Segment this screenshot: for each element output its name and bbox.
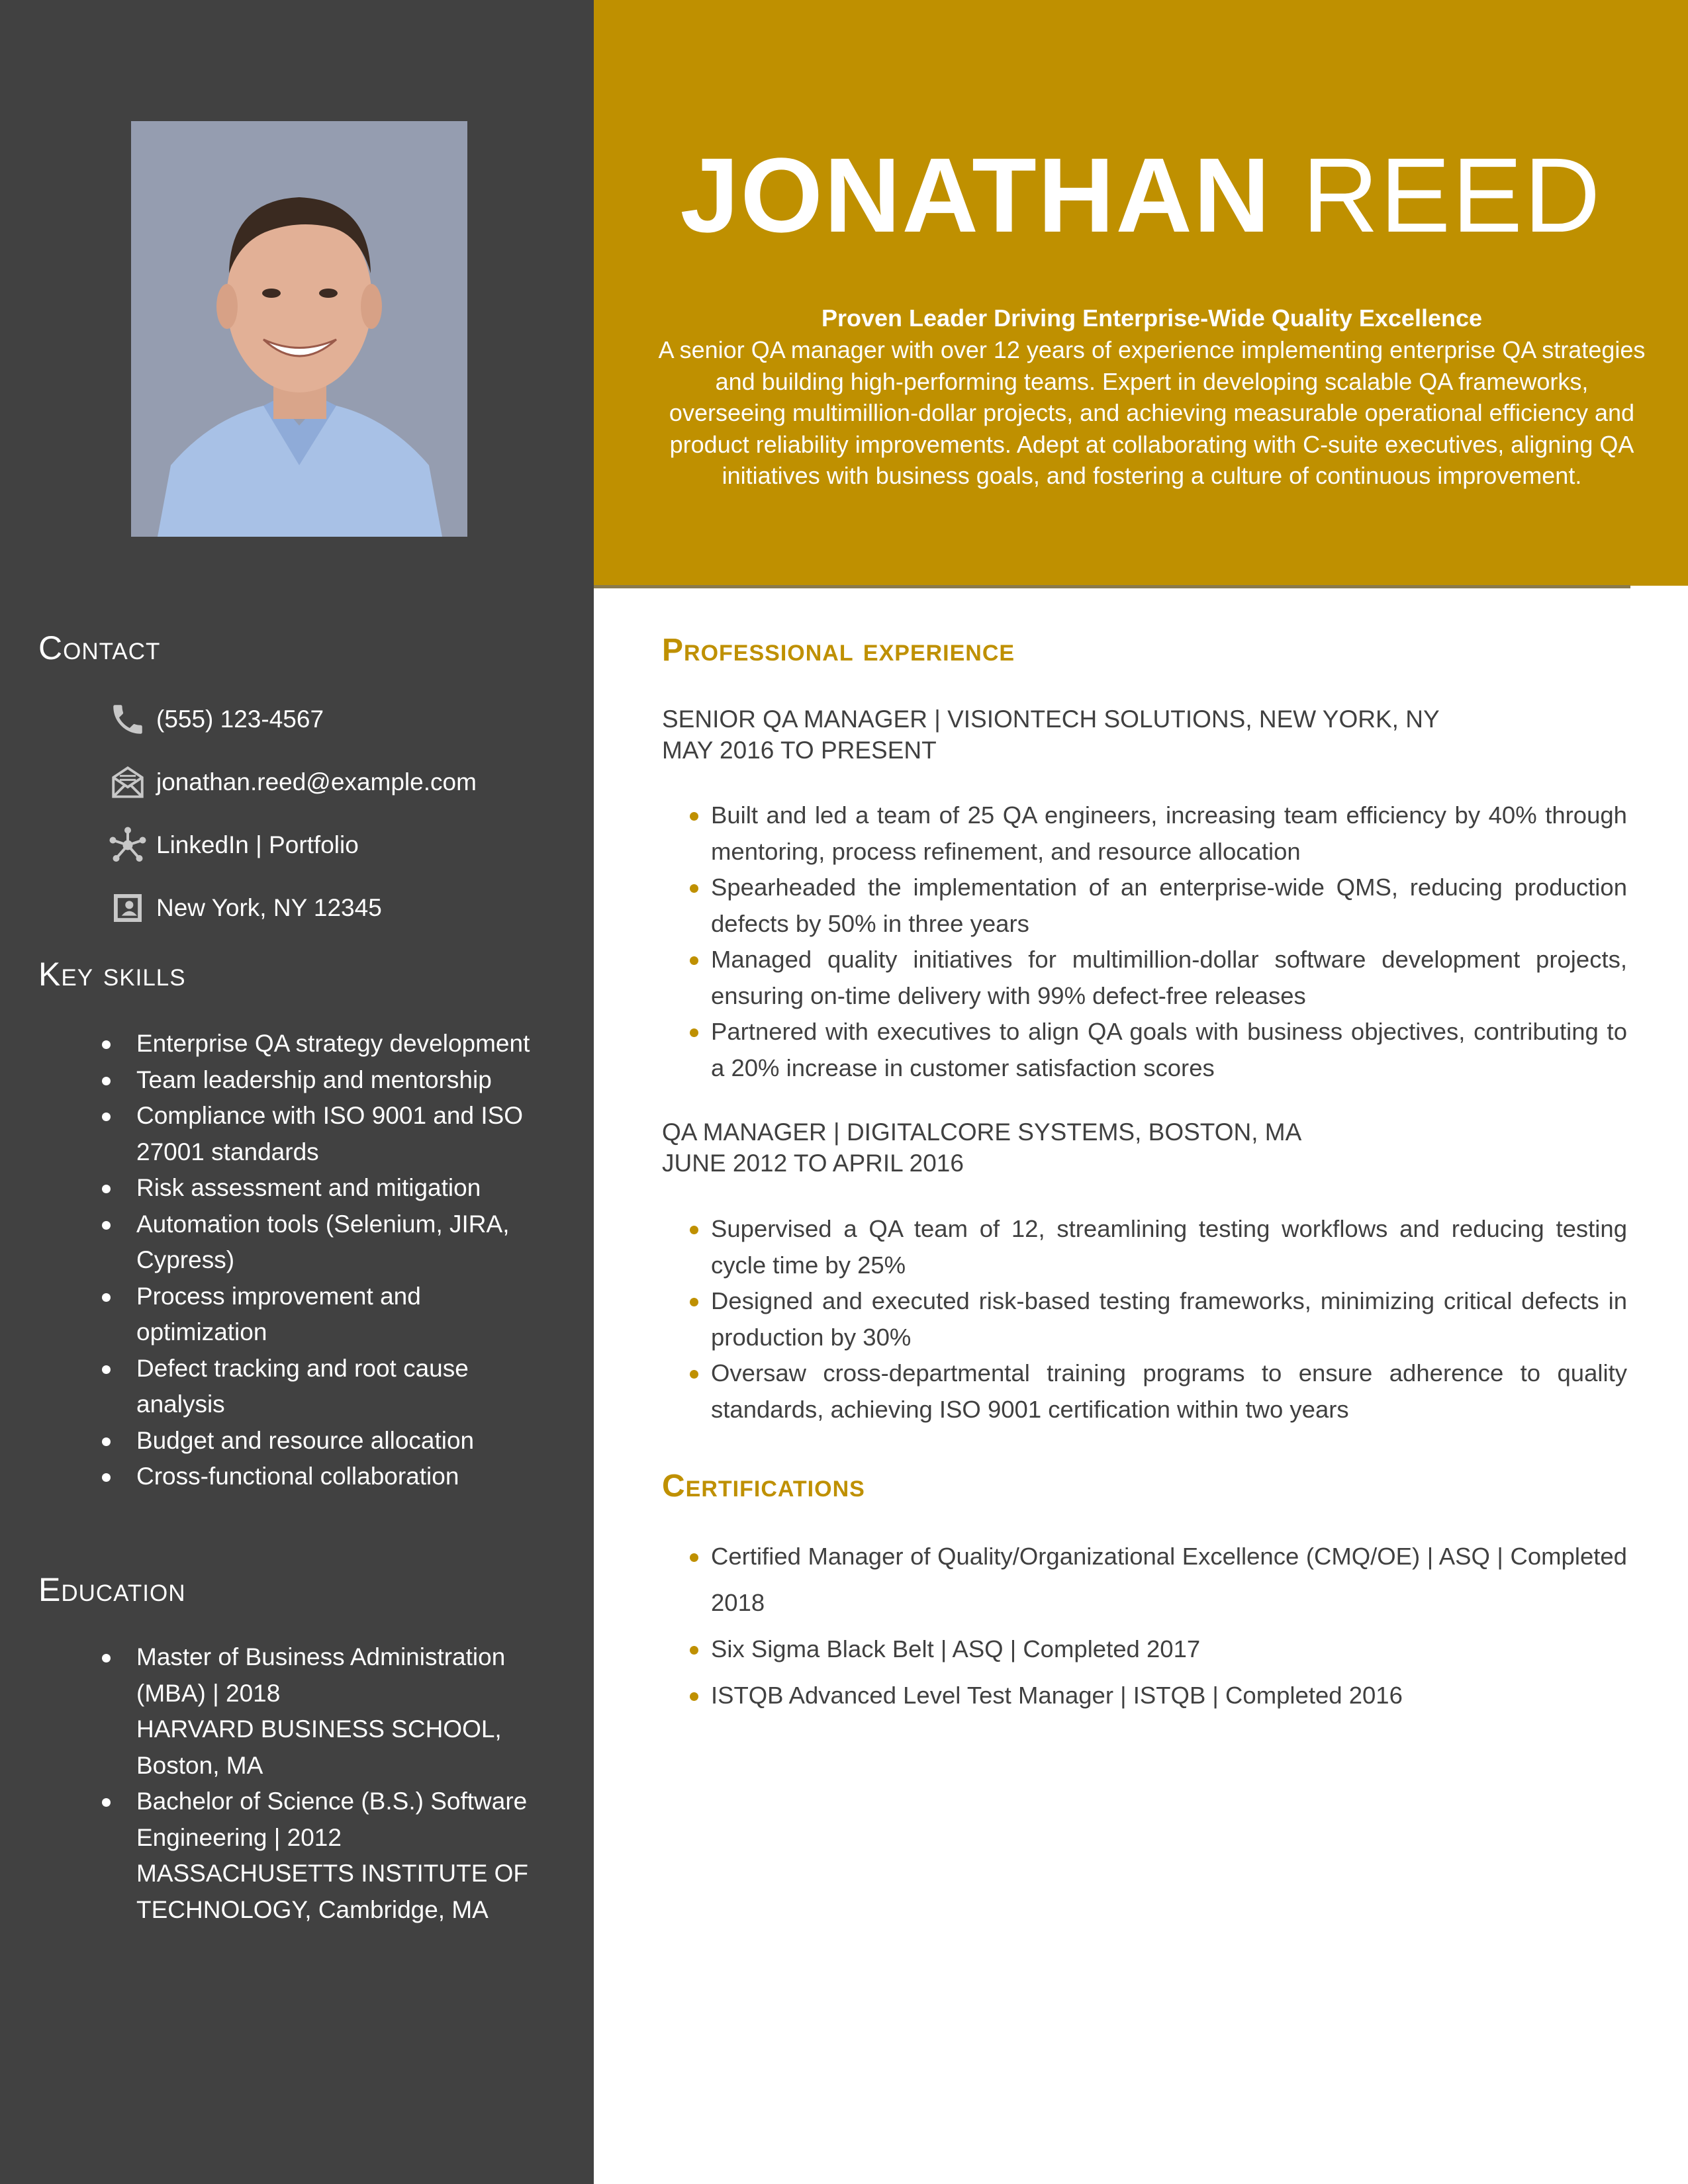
- education-heading: Education: [38, 1571, 186, 1608]
- education-item: [99, 1639, 536, 1784]
- list-item: Automation tools (Selenium, JIRA, Cypress): [99, 1206, 536, 1279]
- list-item: Oversaw cross-departmental training programs to ensure adherence to quality standards, achieving ISO 9001 certification within two years: [688, 1355, 1627, 1428]
- list-item: Defect tracking and root cause analysis: [99, 1351, 536, 1423]
- list-item: Enterprise QA strategy development: [99, 1026, 536, 1062]
- tagline: Proven Leader Driving Enterprise-Wide Quality Excellence: [821, 304, 1482, 332]
- links-text[interactable]: LinkedIn | Portfolio: [156, 831, 359, 858]
- list-item: ISTQB Advanced Level Test Manager | ISTQB | Completed 2016: [688, 1672, 1627, 1719]
- address-card-icon: [106, 886, 150, 930]
- list-item: Built and led a team of 25 QA engineers, increasing team efficiency by 40% through mentoring, process refinement, and resource allocation: [688, 797, 1627, 870]
- list-item: Designed and executed risk-based testing frameworks, minimizing critical defects in production by 30%: [688, 1283, 1627, 1355]
- list-item: Team leadership and mentorship: [99, 1062, 536, 1099]
- job-dates: MAY 2016 TO PRESENT: [662, 737, 937, 764]
- list-item: Supervised a QA team of 12, streamlining testing workflows and reducing testing cycle time by 25%: [688, 1211, 1627, 1283]
- first-name: JONATHAN: [680, 136, 1272, 254]
- education-school: HARVARD BUSINESS SCHOOL, Boston, MA: [136, 1715, 502, 1779]
- contact-heading: Contact: [38, 629, 161, 666]
- certifications-heading: Certifications: [662, 1469, 865, 1504]
- candidate-name: [594, 132, 1688, 258]
- network-icon: [106, 823, 150, 867]
- list-item: Process improvement and optimization: [99, 1279, 536, 1351]
- header-divider: [594, 585, 1630, 588]
- list-item: Compliance with ISO 9001 and ISO 27001 standards: [99, 1098, 536, 1170]
- certifications-list: [688, 1533, 1627, 1719]
- sidebar: [0, 0, 594, 2184]
- job-dates: JUNE 2012 TO APRIL 2016: [662, 1150, 964, 1177]
- contact-phone: [106, 696, 324, 743]
- list-item: Certified Manager of Quality/Organizational Excellence (CMQ/OE) | ASQ | Completed 2018: [688, 1533, 1627, 1626]
- contact-address: [106, 885, 382, 931]
- skills-heading: Key skills: [38, 956, 186, 993]
- last-name: REED: [1301, 136, 1602, 254]
- skills-list: [99, 1026, 536, 1495]
- list-item: Spearheaded the implementation of an enterprise-wide QMS, reducing production defects by 50% in three years: [688, 870, 1627, 942]
- education-degree: Bachelor of Science (B.S.) Software Engineering | 2012: [136, 1788, 528, 1851]
- contact-links: [106, 822, 359, 868]
- job-title: SENIOR QA MANAGER | VISIONTECH SOLUTIONS, NEW YORK, NY: [662, 705, 1440, 733]
- list-item: Budget and resource allocation: [99, 1423, 536, 1459]
- list-item: Cross-functional collaboration: [99, 1459, 536, 1495]
- phone-text[interactable]: (555) 123-4567: [156, 705, 324, 733]
- contact-email: [106, 759, 477, 805]
- list-item: Partnered with executives to align QA goals with business objectives, contributing to a 20% increase in customer satisfaction scores: [688, 1014, 1627, 1086]
- education-degree: Master of Business Administration (MBA) | 2018: [136, 1643, 506, 1707]
- list-item: Six Sigma Black Belt | ASQ | Completed 2017: [688, 1626, 1627, 1672]
- job-bullets: [688, 797, 1627, 1086]
- list-item: Managed quality initiatives for multimillion-dollar software development projects, ensuring on-time delivery with 99% defect-free releases: [688, 942, 1627, 1014]
- header-band: [594, 0, 1688, 586]
- job-bullets: [688, 1211, 1627, 1428]
- job-title: QA MANAGER | DIGITALCORE SYSTEMS, BOSTON, MA: [662, 1118, 1302, 1146]
- email-icon: [106, 760, 150, 804]
- experience-heading: Professional experience: [662, 633, 1015, 668]
- profile-photo: [131, 121, 467, 537]
- education-item: [99, 1784, 536, 1928]
- summary: A senior QA manager with over 12 years of experience implementing enterprise QA strategies and building high-performing teams. Expert in developing scalable QA frameworks, overseeing multimillion-dollar projects, and achieving measurable operational efficiency and product reliability improvements. Adept at collaborating with C-suite executives, aligning QA initiatives with business goals, and fostering a culture of continuous improvement.: [658, 336, 1646, 489]
- address-text: New York, NY 12345: [156, 894, 382, 921]
- education-school: MASSACHUSETTS INSTITUTE OF TECHNOLOGY, Cambridge, MA: [136, 1860, 529, 1923]
- list-item: Risk assessment and mitigation: [99, 1170, 536, 1206]
- email-text[interactable]: jonathan.reed@example.com: [156, 768, 477, 796]
- phone-icon: [106, 698, 150, 741]
- education-list: [99, 1639, 536, 1928]
